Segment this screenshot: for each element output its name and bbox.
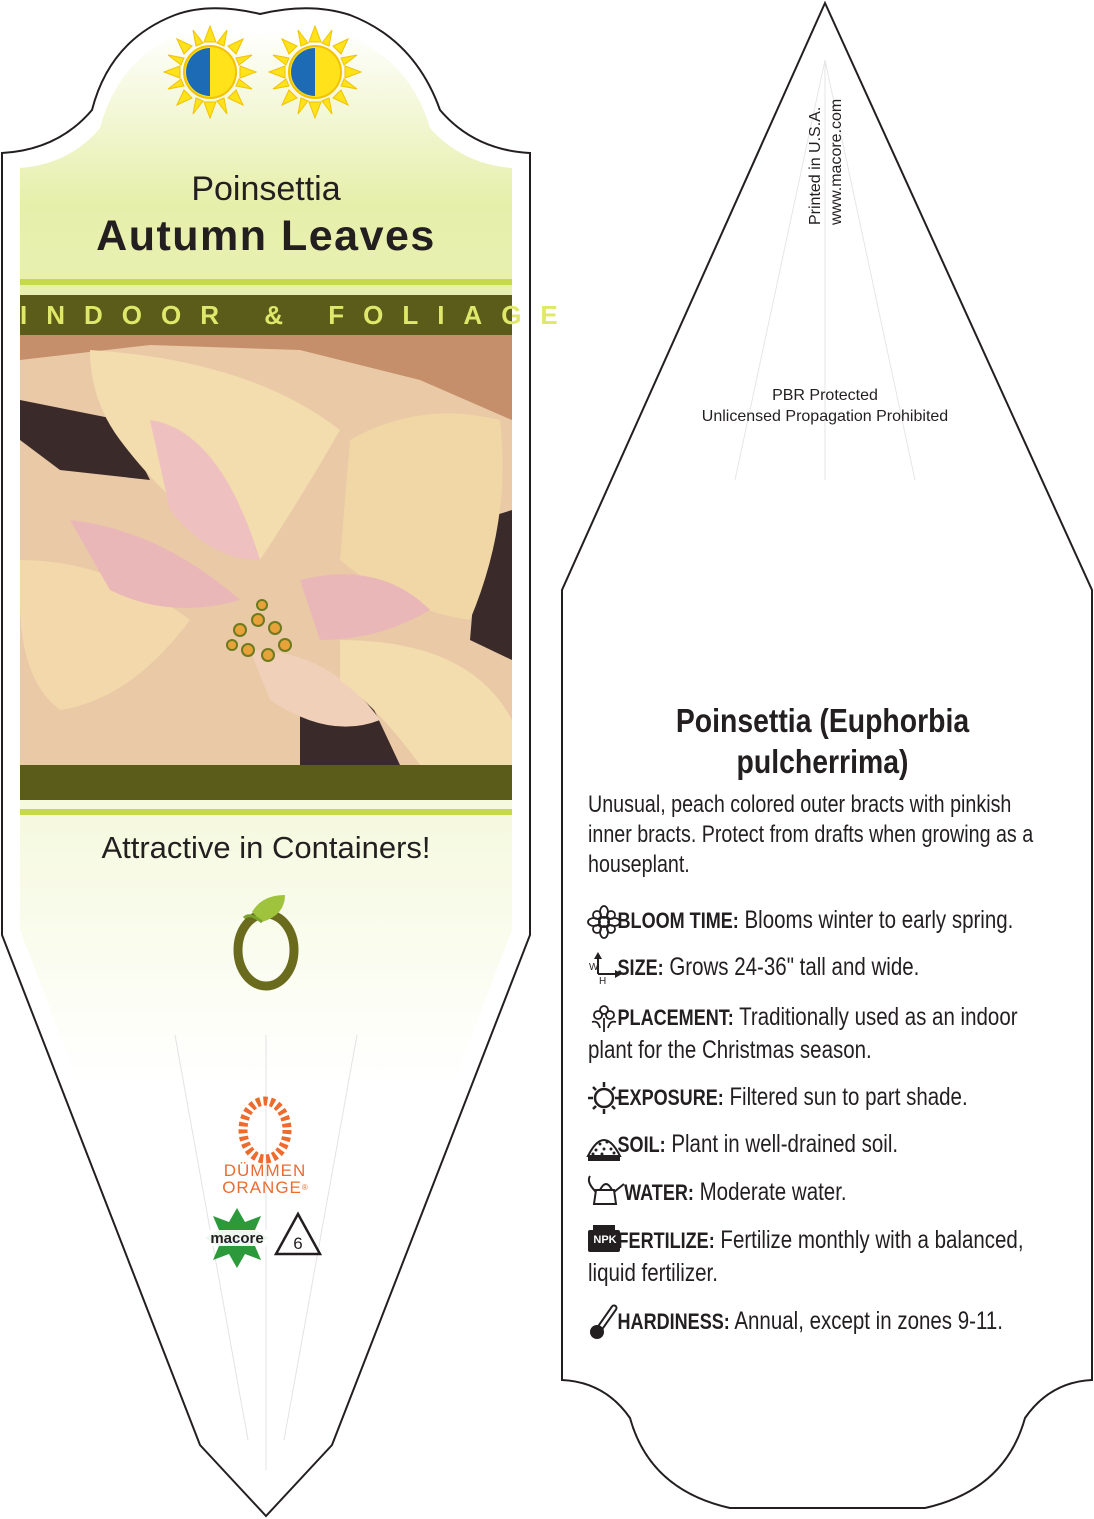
care-soil	[588, 1128, 1047, 1161]
accent-divider	[20, 809, 512, 815]
care-label: WATER:	[624, 1180, 694, 1205]
half-sun-icon	[269, 26, 361, 118]
care-text: Fertilize monthly with a balanced, liquid fertilizer.	[588, 1226, 1024, 1287]
brand-line-1: DÜMMEN	[223, 1161, 307, 1180]
macore-brand: macore	[210, 1230, 264, 1247]
care-label: EXPOSURE:	[617, 1085, 724, 1110]
care-text: Annual, except in zones 9-11.	[734, 1307, 1003, 1335]
pbr-line-2: Unlicensed Propagation Prohibited	[701, 408, 949, 425]
printed-in: Printed in U.S.A.	[807, 106, 824, 225]
care-text: Plant in well-drained soil.	[671, 1130, 899, 1158]
poinsettia-photo	[20, 335, 512, 765]
care-text: Blooms winter to early spring.	[744, 906, 1014, 934]
care-size	[588, 951, 1047, 984]
care-label: FERTILIZE:	[617, 1228, 715, 1253]
website: www.macore.com	[828, 98, 845, 225]
care-label: PLACEMENT:	[617, 1005, 734, 1030]
photo-bottom-band	[20, 765, 512, 800]
care-label: SOIL:	[617, 1132, 666, 1157]
category-band: INDOOR & FOLIAGE	[20, 295, 512, 335]
brand-line-2: ORANGE	[222, 1178, 302, 1197]
care-text: Filtered sun to part shade.	[729, 1083, 968, 1111]
pbr-notice	[610, 385, 1040, 427]
size-height-label: H	[599, 976, 607, 987]
dummen-orange-brand: DÜMMEN ORANGE®	[222, 1161, 308, 1197]
care-label: HARDINESS:	[617, 1309, 730, 1334]
care-exposure	[588, 1081, 1047, 1114]
pbr-line-1: PBR Protected	[772, 387, 878, 404]
size-width-label: W	[589, 962, 599, 973]
care-text: Grows 24-36" tall and wide.	[669, 953, 920, 981]
care-placement	[588, 1001, 1047, 1067]
care-text: Traditionally used as an indoor plant for the Christmas season.	[588, 1003, 1018, 1064]
care-text: Moderate water.	[699, 1178, 847, 1206]
variety-title: Autumn Leaves	[96, 212, 436, 260]
care-hardiness	[588, 1305, 1047, 1338]
plant-genus-title: Poinsettia	[191, 170, 341, 208]
recycle-code: 6	[293, 1234, 303, 1253]
npk-label: NPK	[593, 1234, 617, 1246]
care-water	[588, 1176, 1047, 1209]
half-sun-icon	[164, 26, 256, 118]
care-bloom-time	[588, 904, 1047, 937]
care-fertilize	[588, 1224, 1047, 1290]
plant-botanical-name: Poinsettia (Euphorbia pulcherrima)	[675, 702, 970, 780]
print-info	[805, 99, 847, 225]
care-label: BLOOM TIME:	[617, 908, 739, 933]
accent-divider	[20, 279, 512, 285]
plant-description: Unusual, peach colored outer bracts with pinkish inner bracts. Protect from drafts when growing as a houseplant.	[588, 791, 1034, 878]
tagline: Attractive in Containers!	[101, 830, 431, 865]
care-label: SIZE:	[617, 955, 664, 980]
